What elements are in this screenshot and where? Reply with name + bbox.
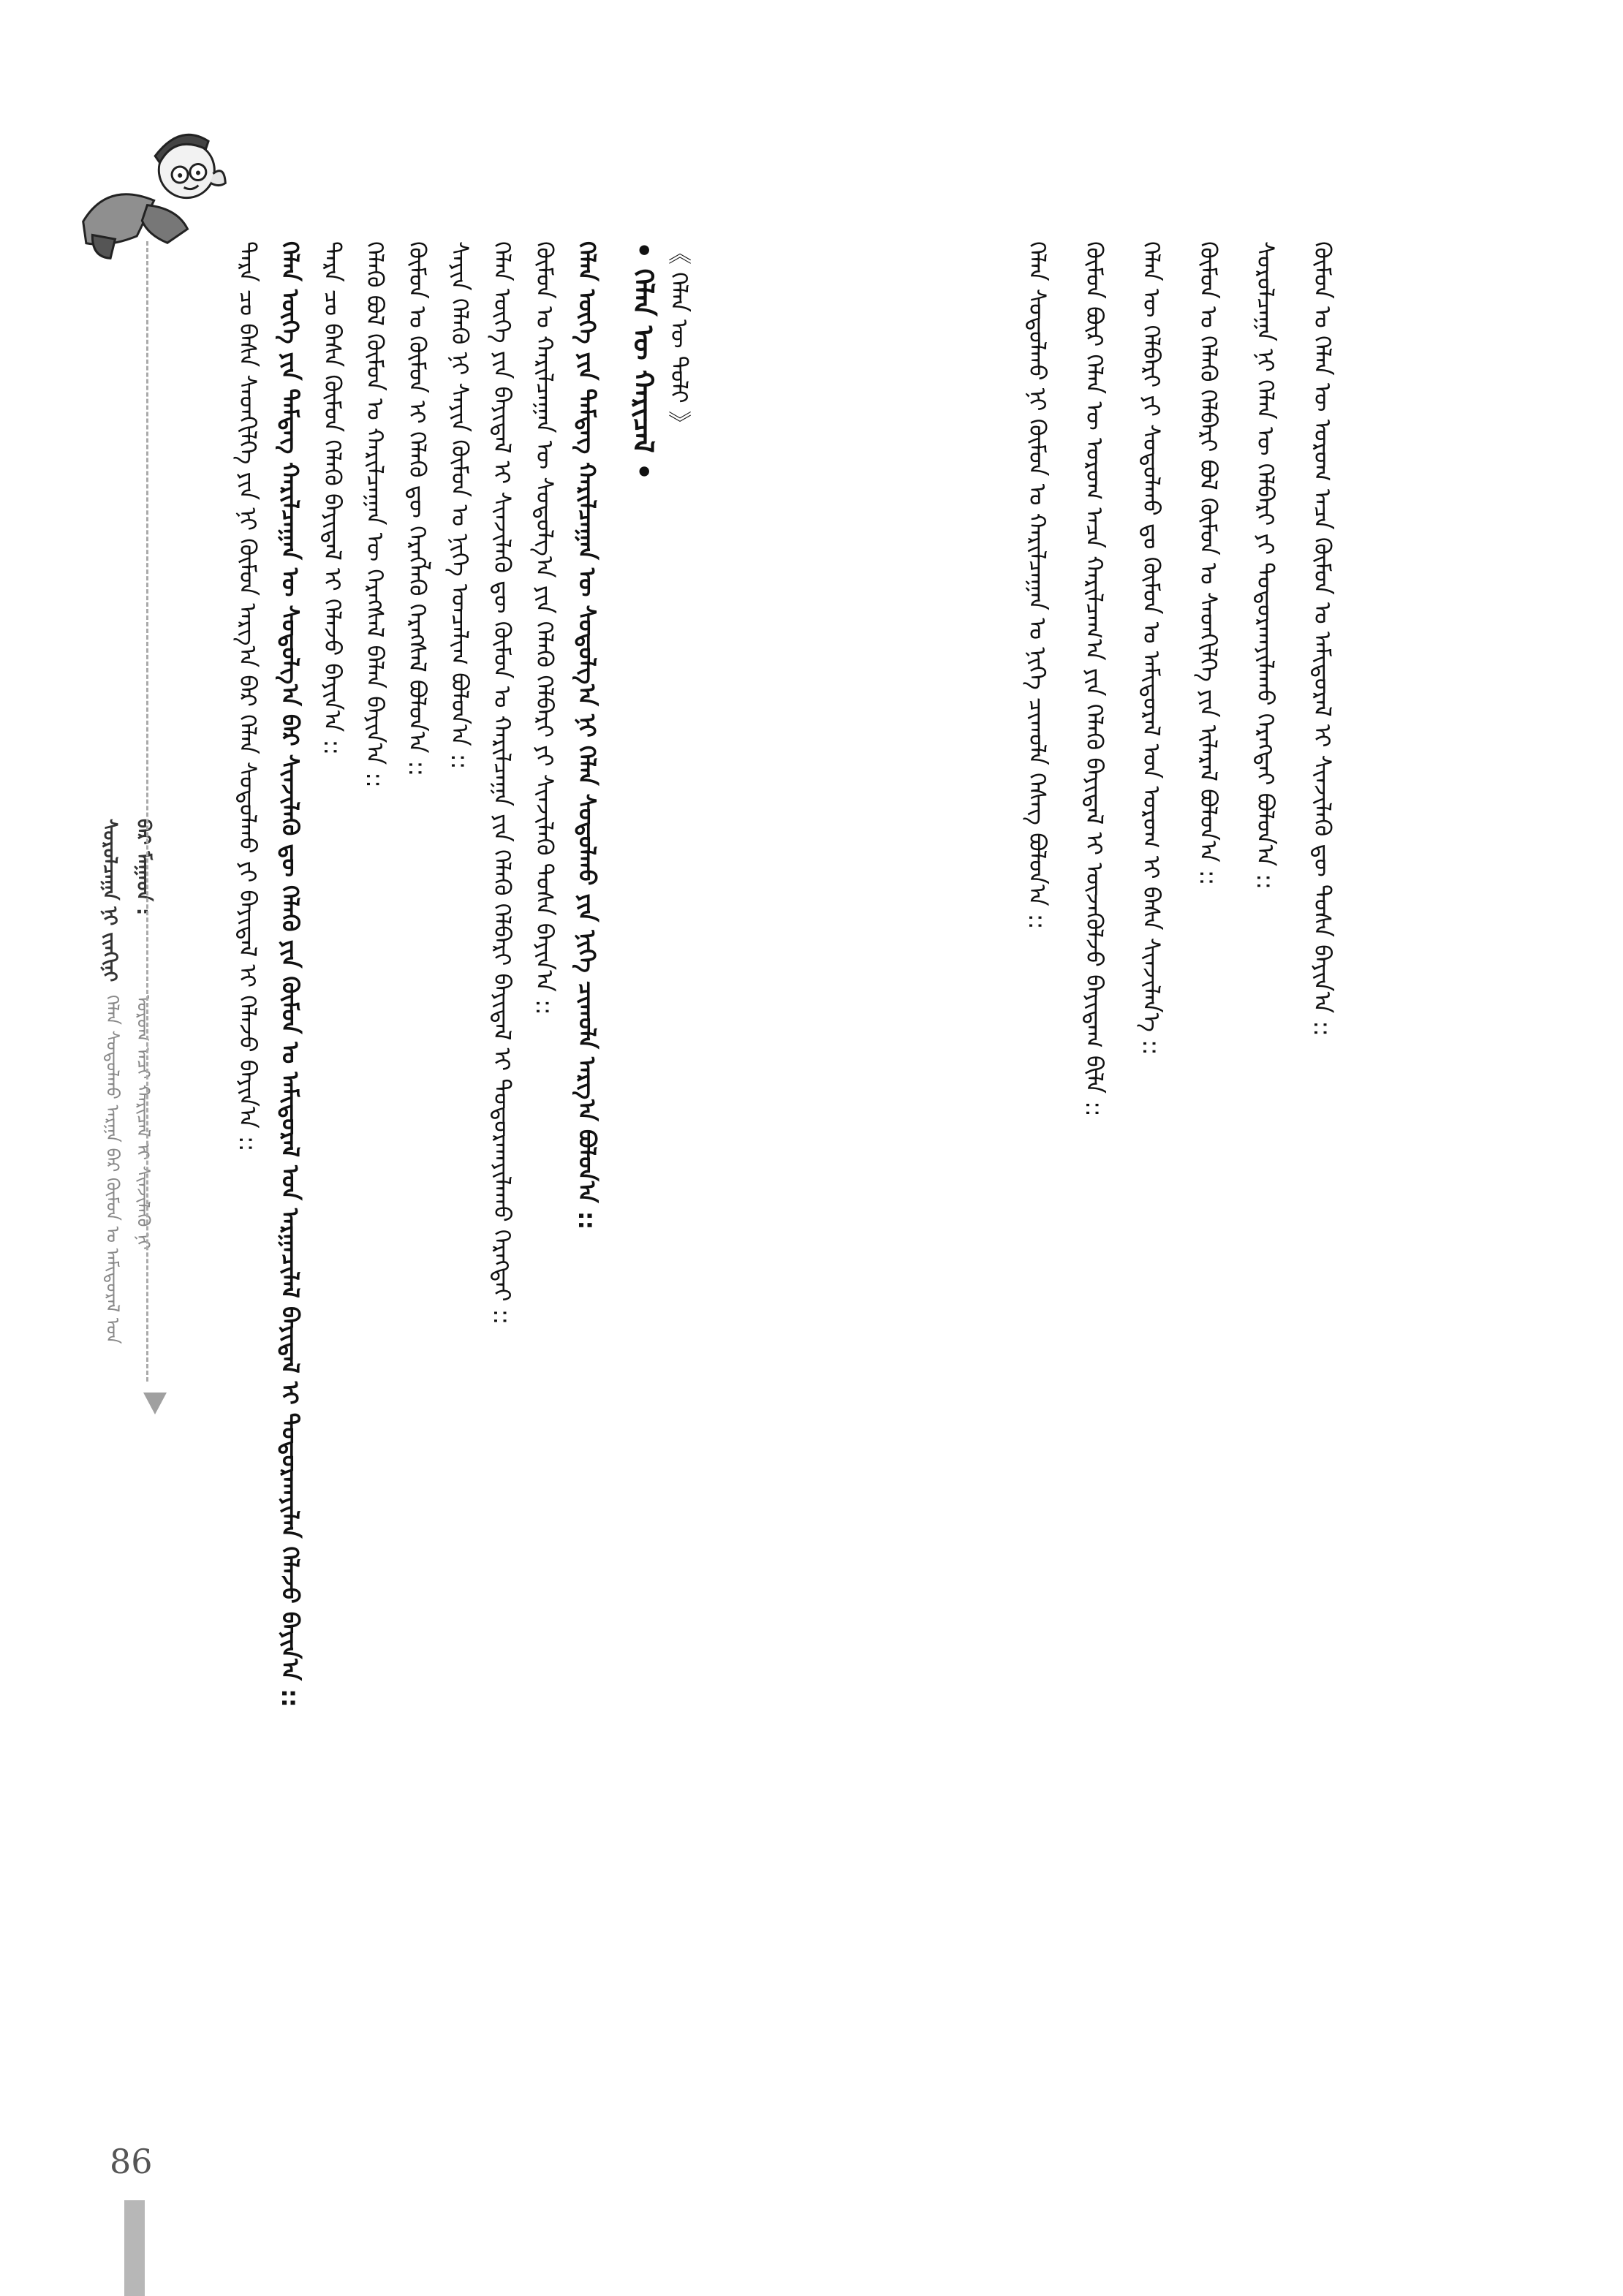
- heading-text: ᠬᠡᠯᠡᠨ ᠦ ᠬᠠᠷᠢᠴᠠᠯ: [627, 268, 659, 453]
- p2-line-6: ᠬᠦᠮᠦᠨ ᠤ ᠬᠡᠯᠡᠨ ᠦ ᠤᠷᠤᠭ ᠠᠴᠠ ᠬᠦᠮᠦᠨ ᠤ ᠠᠮᠢᠳᠤᠷᠠᠯ ᠢ ᠰᠢᠨᠵᠢᠯᠡᠬᠦ ᠳᠦ ᠲᠤᠰᠠ ᠪᠠᠶᠢᠨ᠎ᠠ ::: [1309, 241, 1336, 1037]
- heading-bullet-start: •: [627, 241, 659, 269]
- heading-bullet-end: •: [627, 452, 659, 481]
- p1-line-2: ᠬᠡᠯᠡᠨ ᠦᠭᠡ ᠶᠢᠨ ᠲᠡᠮᠳᠡᠭ ᠬᠠᠷᠢᠯᠴᠠᠭᠠᠨ ᠦ ᠰᠤᠳᠤᠯᠭ᠎ᠠ ᠪᠠᠷ ᠰᠢᠨᠵᠢᠯᠡᠬᠦ ᠳᠦ ᠬᠡᠯᠡᠬᠦ ᠶᠢᠨ ᠬᠦᠮᠦᠨ ᠤ ᠠᠮᠢᠳᠤᠷᠠᠯ ᠤᠨ ᠠᠷᠭᠠᠴᠢᠯᠠᠯ ᠪᠠᠶᠢᠳᠠᠯ ᠢ ᠲᠤᠳᠤᠷᠬᠠᠶᠢᠯᠠᠨ ᠬᠡᠯᠡᠵᠦ ᠪᠠᠶᠢᠨ᠎ᠠ ::: [276, 241, 304, 1708]
- page-number: 86: [110, 2142, 153, 2181]
- paragraph-1: [227, 241, 608, 2069]
- page-edge-bar: [124, 2200, 145, 2296]
- quote-text: 《 ᠬᠡᠯᠡᠨ ᠦ ᠲᠤᠯᠢ 》: [665, 241, 693, 434]
- p2-line-1: ᠬᠡᠯᠡᠨ ᠰᠤᠳᠤᠯᠬᠤ ᠨᠢ ᠬᠦᠮᠦᠨ ᠤ ᠬᠠᠷᠢᠯᠴᠠᠭᠠᠨ ᠤ ᠨᠢᠭᠡ ᠴᠢᠬᠤᠯᠠ ᠬᠡᠰᠡᠭ ᠪᠤᠯᠤᠨ᠎ᠠ ::: [1024, 241, 1051, 930]
- p1-line-6: ᠰᠠᠶᠢᠨ ᠬᠡᠯᠡᠬᠦ ᠨᠢ ᠰᠠᠶᠢᠨ ᠬᠦᠮᠦᠨ ᠤ ᠨᠢᠭᠡ ᠤᠨᠴᠠᠯᠢᠭ ᠪᠤᠯᠤᠨ᠎ᠠ ::: [446, 241, 474, 770]
- running-header-title: ᠰᠤᠷᠤᠯᠴᠠᠭᠠ ᠨᠢ ᠵᠢᠨᠬᠢᠨᠢ ᠪᠡᠷ ᠮᠠᠭᠠᠳ :: [99, 819, 154, 982]
- p2-line-3: ᠬᠡᠯᠡᠨ ᠦ ᠬᠡᠯᠪᠡᠷᠢ ᠶᠢ ᠰᠤᠳᠤᠯᠬᠤ ᠳᠤ ᠬᠦᠮᠦᠨ ᠤ ᠠᠮᠢᠳᠤᠷᠠᠯ ᠤᠨ ᠤᠷᠤᠭ ᠢ ᠪᠠᠰᠠ ᠰᠢᠨᠵᠢᠯᠡᠨ᠎ᠡ ::: [1138, 241, 1165, 1056]
- section-heading: [625, 241, 673, 480]
- running-header-subtitle: ᠬᠡᠯᠡᠨ ᠰᠤᠳᠤᠯᠬᠤ ᠠᠷᠭᠠ ᠪᠠᠷ ᠬᠦᠮᠦᠨ ᠤ ᠠᠮᠢᠳᠤᠷᠠᠯ ᠤᠨ ᠤᠷᠤᠭ ᠠᠴᠢ ᠬᠠᠷᠢᠴᠠᠯ ᠢ ᠰᠢᠨᠵᠢᠯᠡᠬᠦ ᠨᠢ: [102, 995, 154, 1344]
- p1-line-1: ᠲᠡᠷᠡ ᠴᠤ ᠪᠠᠰᠠ ᠰᠡᠳᠬᠢᠯᠭᠡ ᠶᠢᠨ ᠨᠢ ᠬᠦᠮᠦᠨ ᠠᠷᠭ᠎ᠠ ᠪᠠᠷ ᠬᠡᠯᠡᠨ ᠰᠤᠳᠤᠯᠬᠤ ᠶᠢ ᠪᠠᠶᠢᠳᠠᠯ ᠢ ᠬᠡᠯᠡᠵᠦ ᠪᠠᠶᠢᠨ᠎ᠠ ::: [234, 241, 262, 1152]
- p1-line-9: ᠬᠡᠯᠡᠨ ᠦᠭᠡ ᠶᠢᠨ ᠲᠡᠮᠳᠡᠭ ᠬᠠᠷᠢᠯᠴᠠᠭᠠᠨ ᠦ ᠰᠤᠳᠤᠯᠭ᠎ᠠ ᠨᠢ ᠬᠡᠯᠡᠨ ᠰᠤᠳᠤᠯᠬᠤ ᠶᠢᠨ ᠨᠢᠭᠡ ᠴᠢᠬᠤᠯᠠ ᠠᠷᠭ᠎ᠠ ᠪᠤᠯᠤᠨ᠎ᠠ ::: [573, 241, 601, 1230]
- dashed-divider: [146, 241, 148, 1382]
- p1-line-4: ᠬᠡᠯᠡᠬᠦ ᠪᠤᠯ ᠬᠦᠮᠦᠨ ᠤ ᠬᠠᠷᠢᠯᠴᠠᠭᠠᠨ ᠦ ᠬᠡᠷᠡᠭᠰᠡᠯ ᠪᠡᠯᠡᠨ ᠪᠠᠶᠢᠨ᠎ᠠ ::: [361, 241, 389, 788]
- p1-line-5: ᠬᠦᠮᠦᠨ ᠤ ᠬᠦᠮᠦᠨ ᠢ ᠬᠡᠯᠡᠬᠦ ᠳᠦ ᠬᠡᠷᠡᠭᠯᠡᠬᠦ ᠬᠡᠷᠡᠭᠰᠡᠯ ᠪᠤᠯᠤᠨ᠎ᠠ ::: [404, 241, 431, 777]
- p1-line-3: ᠲᠡᠷᠡ ᠴᠤ ᠪᠠᠰᠠ ᠬᠦᠮᠦᠨ ᠬᠡᠯᠡᠬᠦ ᠪᠠᠶᠢᠳᠠᠯ ᠢ ᠬᠡᠯᠡᠵᠦ ᠪᠠᠶᠢᠨ᠎ᠠ ::: [319, 241, 347, 756]
- mascot-illustration: [66, 124, 234, 270]
- p2-line-5: ᠰᠤᠷᠤᠯᠴᠠᠭᠠ ᠨᠢ ᠬᠡᠯᠡᠨ ᠦ ᠬᠡᠯᠪᠡᠷᠢ ᠶᠢ ᠲᠤᠳᠤᠷᠬᠠᠶᠢᠯᠠᠬᠤ ᠬᠡᠷᠡᠭᠲᠡᠶ ᠪᠤᠯᠤᠨ᠎ᠠ ::: [1252, 241, 1279, 890]
- p2-line-2: ᠬᠦᠮᠦᠨ ᠪᠦᠷ ᠬᠡᠯᠡᠨ ᠦ ᠤᠷᠤᠭ ᠠᠴᠠ ᠬᠠᠷᠢᠯᠴᠠᠭ᠎ᠠ ᠶᠢᠨ ᠬᠡᠯᠡᠬᠦ ᠪᠠᠶᠢᠳᠠᠯ ᠢ ᠦᠵᠡᠭᠦᠯᠵᠦ ᠪᠠᠶᠢᠳᠠᠭ ᠪᠢᠯᠡ ::: [1081, 241, 1108, 1117]
- paragraph-2: [1009, 241, 1351, 2069]
- p1-line-7: ᠬᠡᠯᠡᠨ ᠦᠭᠡ ᠶᠢᠨ ᠪᠠᠶᠢᠳᠠᠯ ᠢ ᠰᠢᠨᠵᠢᠯᠡᠬᠦ ᠳᠦ ᠬᠦᠮᠦᠨ ᠤ ᠬᠠᠷᠢᠯᠴᠠᠭᠠ ᠶᠢᠨ ᠬᠡᠯᠡᠬᠦ ᠬᠡᠯᠪᠡᠷᠢ ᠪᠠᠶᠢᠳᠠᠯ ᠢ ᠲᠤᠳᠤᠷᠬᠠᠶᠢᠯᠠᠬᠤ ᠬᠡᠷᠡᠭᠲᠡᠶ ::: [488, 241, 516, 1325]
- p1-line-8: ᠬᠦᠮᠦᠨ ᠤ ᠬᠠᠷᠢᠯᠴᠠᠭᠠᠨ ᠦ ᠰᠤᠳᠤᠯᠭ᠎ᠠ ᠶᠢᠨ ᠬᠡᠯᠡᠬᠦ ᠬᠡᠯᠪᠡᠷᠢ ᠶᠢ ᠰᠢᠨᠵᠢᠯᠡᠬᠦ ᠲᠤᠰᠠ ᠪᠠᠶᠢᠨ᠎ᠠ ::: [531, 241, 559, 1015]
- p2-line-4: ᠬᠦᠮᠦᠨ ᠤ ᠬᠡᠯᠡᠬᠦ ᠬᠡᠯᠪᠡᠷᠢ ᠪᠤᠯ ᠬᠦᠮᠦᠨ ᠤ ᠰᠡᠳᠬᠢᠯᠭᠡ ᠶᠢᠨ ᠢᠯᠡᠷᠡᠯ ᠪᠤᠯᠤᠨ᠎ᠠ ::: [1195, 241, 1222, 886]
- triangle-arrow-icon: [143, 1393, 167, 1414]
